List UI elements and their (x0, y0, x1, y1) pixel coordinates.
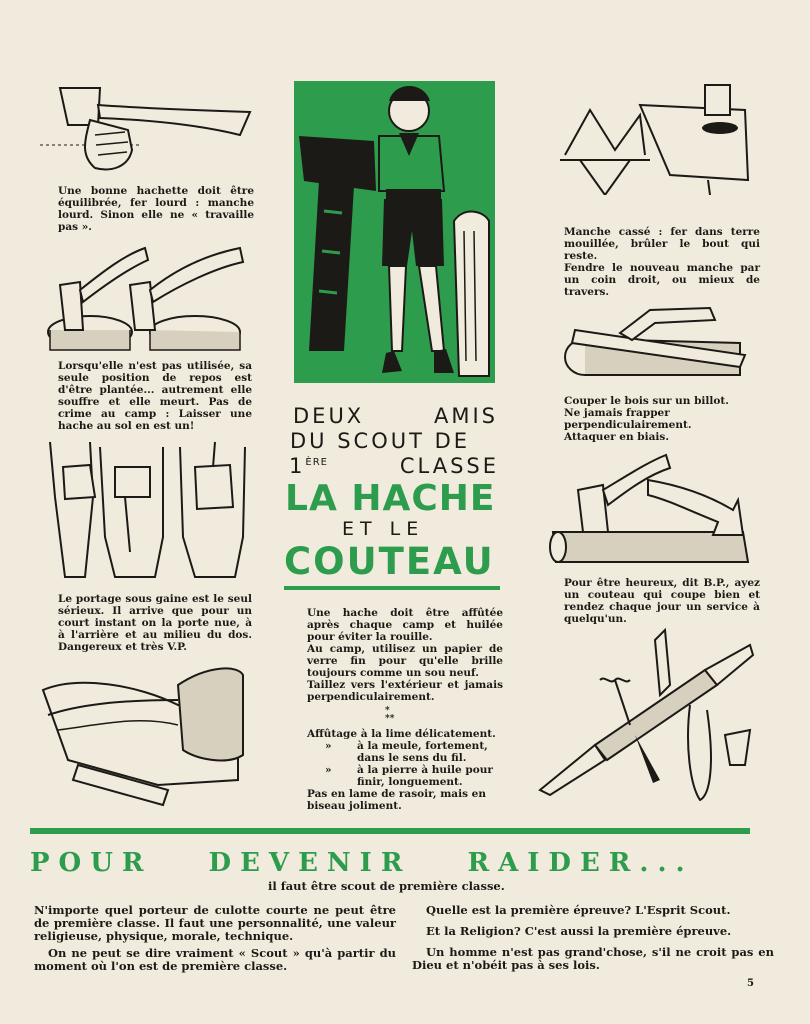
title-et-le: ET LE (342, 518, 425, 540)
axes-on-log-illustration (548, 450, 753, 565)
broken-handle-illustration (560, 80, 755, 195)
pocket-knife-illustration (535, 625, 760, 810)
caption-hachette: Une bonne hachette doit être équilibrée, fer lourd : manche lourd. Sinon elle ne « travaille pas ». (58, 185, 254, 233)
title-line-1: DEUX AMIS (293, 404, 498, 428)
caption-bp: Pour être heureux, dit B.P., ayez un couteau qui coupe bien et rendez chaque jour un service à quelqu'un. (564, 577, 760, 625)
raider-left-column: N'importe quel porteur de culotte courte ne peut être de première classe. Il faut une personnalité, une valeur religieuse, physique, morale, technique. On ne peut se dire vraiment « Scout » qu'à partir du moment où l'on est de première classe. (34, 903, 396, 973)
chopping-block-illustration (560, 305, 755, 380)
caption-repos: Lorsqu'elle n'est pas utilisée, sa seule position de repos est d'être plantée... autrement elle souffre et elle meurt. Pas de crime au camp : Laisser une hache au sol en est un! (58, 360, 252, 432)
title-line-2: DU SCOUT DE (290, 429, 471, 453)
hatchet-in-hand-illustration (40, 80, 260, 175)
raider-heading: POUR DEVENIR RAIDER... (30, 848, 694, 878)
affutage-list: Affûtage à la lime délicatement. » à la meule, fortement, dans le sens du fil. » à la pierre à huile pour finir, longuement. Pas en lame de rasoir, mais en biseau joliment. (307, 728, 496, 812)
title-underline (284, 586, 500, 590)
planted-axes-illustration (45, 240, 250, 355)
raider-right-column: Quelle est la première épreuve? L'Esprit Scout. Et la Religion? C'est aussi la première épreuve. Un homme n'est pas grand'chose, s'il ne croit pas en Dieu et n'obéit pas à ses lois. (412, 903, 774, 972)
center-text: Une hache doit être affûtée après chaque camp et huilée pour éviter la rouille. Au camp, utilisez un papier de verre fin pour qu'elle brille toujours comme un sou neuf. Taillez vers l'extérieur et jamais perpendiculairement. (307, 607, 503, 703)
page-number: 5 (747, 978, 754, 989)
sheath-carrying-illustration (45, 437, 250, 587)
caption-billot: Couper le bois sur un billot. Ne jamais frapper perpendiculairement. Attaquer en biais. (564, 395, 729, 443)
scout-hero-panel (294, 81, 495, 383)
caption-manche: Manche cassé : fer dans terre mouillée, brûler le bout qui reste. Fendre le nouveau manche par un coin droit, ou mieux de travers. (564, 226, 760, 298)
raider-subheading: il faut être scout de première classe. (268, 879, 505, 893)
title-line-3: 1ÈRE CLASSE (289, 454, 499, 478)
title-couteau: COUTEAU (284, 540, 495, 583)
raider-top-rule (30, 828, 750, 834)
sharpening-illustration (38, 655, 248, 810)
title-la-hache: LA HACHE (285, 478, 496, 519)
caption-portage: Le portage sous gaine est le seul sérieux. Il arrive que pour un court instant on la porte nue, à à l'arrière et au milieu du dos. Dangereux et très V.P. (58, 593, 252, 653)
stars-divider: * ** (385, 706, 395, 724)
